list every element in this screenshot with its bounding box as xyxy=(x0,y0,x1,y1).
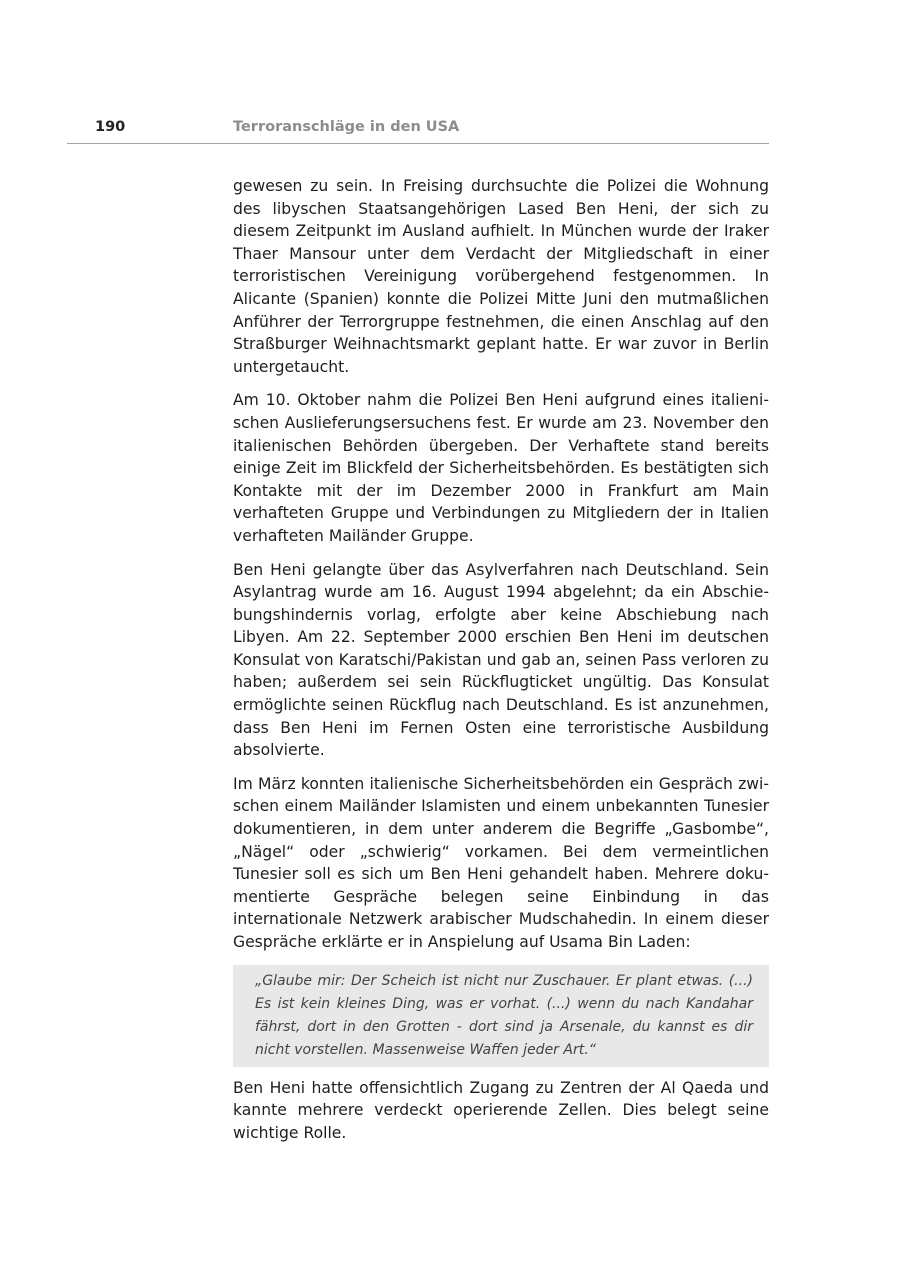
paragraph: gewesen zu sein. In Freising durchsuchte die Polizei die Wohnung des libyschen Staatsangehörigen Lased Ben Heni, der sich zu diesem Zeitpunkt im Ausland aufhielt. In München wurde der Iraker Thaer Mansour unter dem Verdacht der Mitgliedschaft in einer terroristischen Vereinigung vorübergehend festgenommen. In Alicante (Spanien) konnte die Polizei Mitte Juni den mutmaßlichen Anführer der Terrorgruppe festnehmen, die einen Anschlag auf den Straßburger Weihnachtsmarkt geplant hatte. Er war zuvor in Berlin untergetaucht. xyxy=(233,177,769,376)
main-text xyxy=(233,175,769,1155)
paragraph: Im März konnten italienische Sicherheitsbehörden ein Gespräch zwischen einem Mailänder Islamisten und einem unbekannten Tunesier dokumentieren, in dem unter anderem die Begriffe „Gasbombe“, „Nägel“ oder „schwierig“ vorkamen. Bei dem vermeintlichen Tunesier soll es sich um Ben Heni gehandelt haben. Mehrere dokumentierte Gespräche belegen seine Einbindung in das internationale Netzwerk arabischer Mudschahedin. In einem dieser Gespräche erklärte er in Anspielung auf Usama Bin Laden: xyxy=(233,774,769,951)
paragraph: Ben Heni hatte offensichtlich Zugang zu Zentren der Al Qaeda und kannte mehrere verdeckt operierende Zellen. Dies belegt seine wichtige Rolle. xyxy=(233,1078,769,1142)
running-title: Terroranschläge in den USA xyxy=(233,119,460,135)
paragraph: Am 10. Oktober nahm die Polizei Ben Heni aufgrund eines italienischen Auslieferungsersuchens fest. Er wurde am 23. November den italienischen Behörden übergeben. Der Verhaftete stand bereits einige Zeit im Blickfeld der Sicherheitsbehörden. Es bestätigten sich Kontakte mit der im Dezember 2000 in Frankfurt am Main verhafteten Gruppe und Verbindungen zu Mitgliedern der in Italien verhafteten Mailänder Gruppe. xyxy=(233,391,769,545)
running-header xyxy=(67,117,769,144)
block-quote: „Glaube mir: Der Scheich ist nicht nur Zuschauer. Er plant etwas. (...) Es ist kein kleines Ding, was er vorhat. (...) wenn du nach Kandahar fährst, dort in den Grotten - dort sind ja Arsenale, du kannst es dir nicht vorstellen. Massenweise Waffen jeder Art.“ xyxy=(233,965,769,1067)
page-number: 190 xyxy=(95,119,126,135)
paragraph: Ben Heni gelangte über das Asylverfahren nach Deutschland. Sein Asylantrag wurde am 16. August 1994 abgelehnt; da ein Abschiebungshindernis vorlag, erfolgte aber keine Abschiebung nach Libyen. Am 22. September 2000 erschien Ben Heni im deutschen Konsulat von Karatschi/Pakistan und gab an, seinen Pass verloren zu haben; außerdem sei sein Rückflugticket ungültig. Das Konsulat ermöglichte seinen Rückflug nach Deutschland. Es ist anzunehmen, dass Ben Heni im Fernen Osten eine terroristische Ausbildung absolvierte. xyxy=(233,560,769,760)
